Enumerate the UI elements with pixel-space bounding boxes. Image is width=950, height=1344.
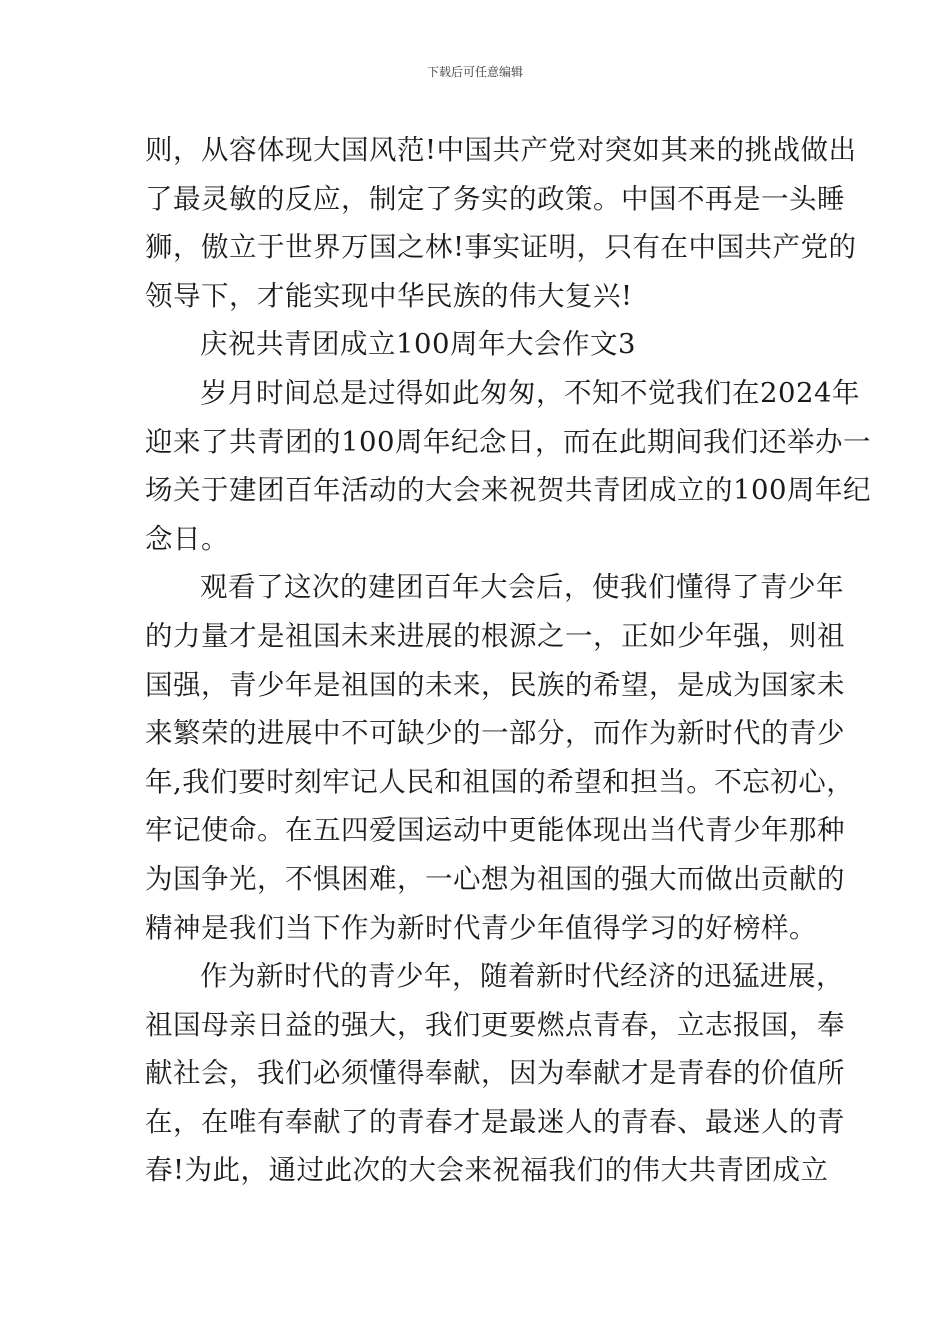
text-line: 场关于建团百年活动的大会来祝贺共青团成立的100周年纪 [145, 474, 871, 507]
text-line: 国强，青少年是祖国的未来，民族的希望，是成为国家未 [145, 668, 845, 701]
text-line: 观看了这次的建团百年大会后，使我们懂得了青少年 [200, 571, 844, 604]
text-line: 念日。 [145, 522, 229, 555]
text-line: 祖国母亲日益的强大，我们更要燃点青春，立志报国，奉 [145, 1008, 845, 1041]
document-body [145, 126, 871, 1195]
text-line: 献社会，我们必须懂得奉献，因为奉献才是青春的价值所 [145, 1057, 845, 1090]
text-line: 来繁荣的进展中不可缺少的一部分，而作为新时代的青少 [145, 717, 845, 750]
text-line: 精神是我们当下作为新时代青少年值得学习的好榜样。 [145, 911, 817, 944]
text-line: 迎来了共青团的100周年纪念日，而在此期间我们还举办一 [145, 425, 871, 458]
text-line: 了最灵敏的反应，制定了务实的政策。中国不再是一头睡 [145, 182, 845, 215]
text-line: 牢记使命。在五四爱国运动中更能体现出当代青少年那种 [145, 814, 845, 847]
text-line: 春!为此，通过此次的大会来祝福我们的伟大共青团成立 [145, 1154, 829, 1187]
text-line: 则，从容体现大国风范!中国共产党对突如其来的挑战做出 [145, 134, 857, 166]
text-line: 年,我们要时刻牢记人民和祖国的希望和担当。不忘初心， [145, 765, 855, 798]
section-title: 庆祝共青团成立100周年大会作文3 [200, 328, 636, 361]
text-line: 在，在唯有奉献了的青春才是最迷人的青春、最迷人的青 [145, 1105, 845, 1138]
text-line: 作为新时代的青少年，随着新时代经济的迅猛进展， [200, 960, 844, 993]
text-line: 领导下，才能实现中华民族的伟大复兴! [145, 279, 633, 312]
text-line: 岁月时间总是过得如此匆匆，不知不觉我们在2024年 [200, 376, 860, 409]
text-line: 为国争光，不惧困难，一心想为祖国的强大而做出贡献的 [145, 862, 845, 895]
text-line: 的力量才是祖国未来进展的根源之一，正如少年强，则祖 [145, 619, 845, 652]
page-header-note: 下载后可任意编辑 [426, 65, 523, 79]
text-line: 狮，傲立于世界万国之林!事实证明，只有在中国共产党的 [145, 231, 857, 264]
